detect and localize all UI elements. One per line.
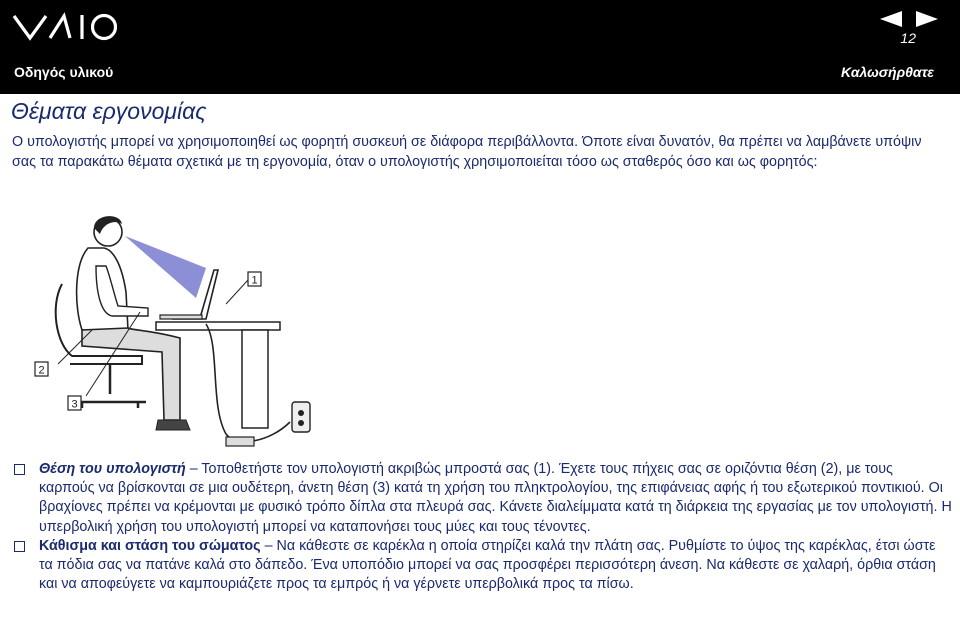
- wall-socket: [292, 402, 310, 432]
- vaio-logo: [12, 10, 122, 44]
- desk-top: [156, 322, 280, 330]
- next-page-arrow-icon[interactable]: [916, 11, 938, 27]
- item-heading: Κάθισμα και στάση του σώματος: [39, 537, 261, 554]
- callout-1: [248, 272, 261, 287]
- line-of-sight-cone: [125, 236, 206, 298]
- ergonomics-list: [12, 460, 952, 594]
- item-heading: Θέση του υπολογιστή: [39, 461, 186, 477]
- header-bar: [0, 0, 960, 94]
- svg-text:2: 2: [38, 364, 45, 377]
- welcome-link[interactable]: Καλωσήρθατε: [840, 64, 934, 80]
- item-text: Να κάθεστε σε καρέκλα η οποία στηρίζει καλά την πλάτη σας. Ρυθμίστε το ύψος της καρέκλας, έτσι ώστε τα πόδια σας να πατάνε καλά στο δάπεδο. Ένα υποπόδιο μπορεί να σας προσφέρει περισσότερη άνεση. Να κάθεστε σε χαλαρή, όρθια στάση και να αποφεύγετε να καμπουριάζετε προς τα εμπρός ή να γέρνετε υπερβολικά προς τα πίσω.: [39, 537, 936, 593]
- ergonomics-illustration: [30, 206, 330, 450]
- hardware-guide-link[interactable]: Οδηγός υλικού: [14, 64, 114, 80]
- checkbox-bullet-icon: [14, 464, 25, 475]
- desk-leg: [242, 330, 268, 428]
- checkbox-bullet-icon: [14, 541, 25, 552]
- previous-page-arrow-icon[interactable]: [880, 11, 902, 27]
- svg-text:3: 3: [71, 398, 78, 411]
- list-item: Κάθισμα και στάση του σώματος – Να κάθεστε σε καρέκλα η οποία στηρίζει καλά την πλάτη σας. Ρυθμίστε το ύψος της καρέκλας, έτσι ώστε τα πόδια σας να πατάνε καλά στο δάπεδο. Ένα υποπόδιο μπορεί να σας προσφέρει περισσότερη άνεση. Να κάθεστε σε χαλαρή, όρθια στάση και να αποφεύγετε να καμπουριάζετε προς τα εμπρός ή να γέρνετε υπερβολικά προς τα πίσω.: [12, 537, 952, 595]
- page-title: Θέματα εργονομίας: [11, 98, 207, 124]
- callout-line-1: [226, 280, 248, 304]
- ac-adapter: [226, 437, 254, 446]
- person-legs: [82, 328, 180, 420]
- callout-2: [35, 362, 48, 377]
- list-item: Θέση του υπολογιστή – Τοποθετήστε τον υπολογιστή ακριβώς μπροστά σας (1). Έχετε τους πήχεις σας σε οριζόντια θέση (2), με τους καρπούς να βρίσκονται σε μια ουδέτερη, άνετη θέση (3) κατά τη χρήση του πληκτρολογίου, της επιφάνειας αφής ή του εξωτερικού ποντικιού. Οι βραχίονες πρέπει να κρέμονται με φυσικό τρόπο δίπλα στα πλευρά σας. Κάνετε διαλείμματα κατά τη διάρκεια της εργασίας με τον υπολογιστή. Η υπερβολική χρήση του υπολογιστή μπορεί να καταπονήσει τους μύες και τους τένοντες.: [12, 460, 952, 537]
- callout-3: [68, 396, 81, 411]
- svg-text:1: 1: [251, 274, 258, 287]
- intro-paragraph: Ο υπολογιστής μπορεί να χρησιμοποιηθεί ως φορητή συσκευή σε διάφορα περιβάλλοντα. Όποτε είναι δυνατόν, θα πρέπει να λαμβάνετε υπόψιν σας τα παρακάτω θέματα σχετικά με τη εργονομία, όταν ο υπολογιστής χρησιμοποιείται τόσο ως σταθερός όσο και ως φορητός:: [12, 134, 922, 170]
- page-number: 12: [900, 30, 916, 46]
- person-shoe: [156, 420, 190, 430]
- item-text: Τοποθετήστε τον υπολογιστή ακριβώς μπροστά σας (1). Έχετε τους πήχεις σας σε οριζόντια θέση (2), με τους καρπούς να βρίσκονται σε μια ουδέτερη, άνετη θέση (3) κατά τη χρήση του πληκτρολογίου, της επιφάνειας αφής ή του εξωτερικού ποντικιού. Οι βραχίονες πρέπει να κρέμονται με φυσικό τρόπο δίπλα στα πλευρά σας. Κάνετε διαλείμματα κατά τη διάρκεια της εργασίας με τον υπολογιστή. Η υπερβολική χρήση του υπολογιστή μπορεί να καταπονήσει τους μύες και τους τένοντες.: [39, 461, 952, 535]
